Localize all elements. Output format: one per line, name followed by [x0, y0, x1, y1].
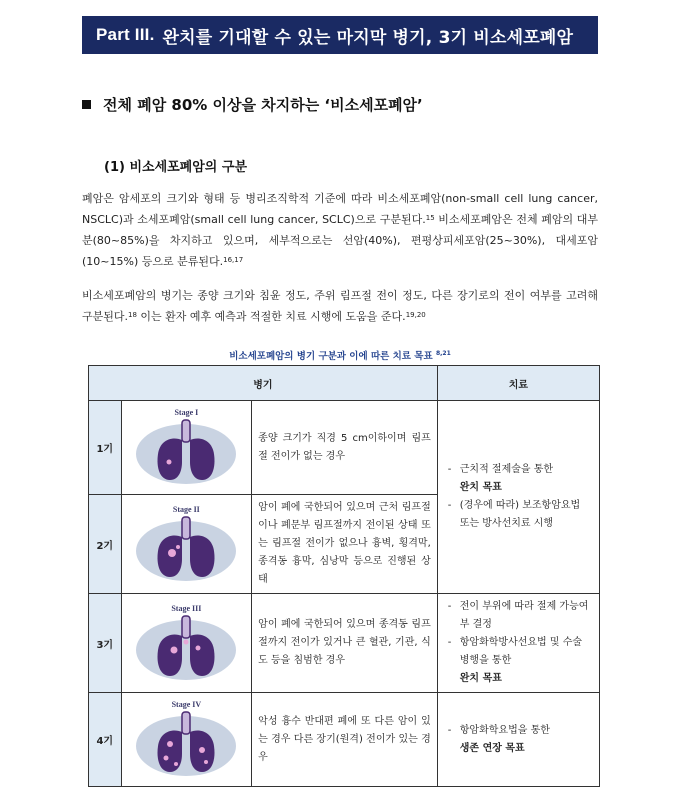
paragraph-2-text-b: 이는 환자 예후 예측과 적절한 치료 시행에 도움을 준다.: [136, 310, 406, 323]
stage-3-image: [121, 594, 252, 693]
table-header-row: [89, 366, 600, 401]
table-row-stage-1: [89, 401, 600, 495]
table-caption: [0, 348, 680, 362]
lungs-stage-2-icon: [132, 503, 240, 583]
bullet-square-icon: [82, 100, 91, 109]
stage-2-image-label: Stage II: [172, 504, 200, 514]
header-stage: 병기: [89, 366, 438, 401]
stage-1-label: 1기: [89, 401, 122, 495]
reference-18: 18: [128, 311, 137, 319]
stage-4-description: 악성 흉수 반대편 폐에 또 다른 암이 있는 경우 다른 장기(원격) 전이가 있는 경우: [252, 693, 438, 787]
lungs-stage-3-icon: [132, 602, 240, 682]
treatment-text: 근치적 절제술을 통한: [459, 464, 554, 475]
subsection-heading: (1) 비소세포폐암의 구분: [104, 160, 248, 175]
table-row-stage-3: [89, 594, 600, 693]
reference-16-17: 16,17: [223, 256, 244, 264]
paragraph-2-text-a: 비소세포폐암의 병기는 종양 크기와 침윤 정도, 주위 림프절 전이 정도, 다른 장기로의 전이 여부를 고려해 구분된다.: [82, 289, 598, 323]
paragraph-1: [82, 188, 598, 272]
part-label: Part III.: [96, 25, 155, 44]
paragraph-1-text-b: 비소세포폐암은 전체 폐암의 대부분(80~85%)을 차지하고 있으며, 세부적으로는 선암(40%), 편평상피세포암(25~30%), 대세포암(10~15%) 등으로 분류된다.: [82, 213, 598, 268]
stage-1-image-label: Stage I: [174, 408, 199, 417]
stage-2-image: [121, 495, 252, 594]
table-caption-reference: 8,21: [435, 349, 451, 357]
stage-4-image-label: Stage IV: [171, 700, 202, 709]
paragraph-1-text-a: 폐암은 암세포의 크기와 형태 등 병리조직학적 기준에 따라 비소세포폐암(non-small cell lung cancer, NSCLC)과 소세포폐암(small cell lung cancer, SCLC)으로 구분된다.: [82, 192, 598, 226]
section-title: 전체 폐암 80% 이상을 차지하는 ‘비소세포폐암’: [103, 96, 423, 114]
stage-2-label: 2기: [89, 495, 122, 594]
stage-1-image: [121, 401, 252, 495]
stage-3-description: 암이 폐에 국한되어 있으며 종격동 림프절까지 전이가 있거나 큰 혈관, 기관, 식도 등을 침범한 경우: [252, 594, 438, 693]
part-banner: [82, 16, 598, 54]
lungs-stage-1-icon: [132, 406, 240, 486]
section-heading: [82, 94, 423, 115]
paragraph-2: [82, 285, 598, 327]
treatment-stage-4: [437, 693, 599, 787]
lung-illustration: [132, 698, 240, 778]
treatment-goal: 완치 목표: [459, 482, 502, 493]
table-caption-text: 비소세포폐암의 병기 구분과 이에 따른 치료 목표: [229, 351, 433, 362]
stage-2-description: 암이 폐에 국한되어 있으며 근처 림프절이나 폐문부 림프절까지 전이된 상태 또는 림프절 전이가 없으나 흉벽, 횡격막, 종격동 흉막, 심낭막 등으로 진행된 상태: [252, 495, 438, 594]
header-treatment: 치료: [437, 366, 599, 401]
stage-4-image: [121, 693, 252, 787]
treatment-item: [448, 598, 589, 634]
treatment-item: [448, 461, 589, 497]
treatment-text: 항암화학방사선요법 및 수술 병행을 통한: [459, 637, 583, 666]
table-row-stage-4: [89, 693, 600, 787]
treatment-stage-3: [437, 594, 599, 693]
part-title: 완치를 기대할 수 있는 마지막 병기, 3기 비소세포폐암: [162, 27, 574, 48]
stage-3-image-label: Stage III: [171, 603, 202, 613]
treatment-item: [448, 634, 589, 688]
treatment-text: 항암화학요법을 통한: [459, 724, 550, 736]
staging-table: [88, 365, 600, 787]
lung-illustration: [132, 503, 240, 583]
lung-illustration: [132, 406, 240, 486]
treatment-goal: 생존 연장 목표: [459, 742, 525, 754]
reference-19-20: 19,20: [405, 311, 426, 319]
stage-3-label: 3기: [89, 594, 122, 693]
lung-illustration: [132, 602, 240, 682]
treatment-item: [448, 722, 589, 758]
reference-15: 15: [425, 214, 435, 222]
treatment-item: [448, 497, 589, 533]
treatment-goal: 완치 목표: [459, 673, 502, 684]
treatment-text: (경우에 따라) 보조항암요법 또는 방사선치료 시행: [459, 500, 581, 529]
lungs-stage-4-icon: [132, 698, 240, 778]
stage-1-description: 종양 크기가 직경 5 cm이하이며 림프절 전이가 없는 경우: [252, 401, 438, 495]
stage-4-label: 4기: [89, 693, 122, 787]
treatment-text: 전이 부위에 따라 절제 가능여부 결정: [459, 601, 589, 630]
treatment-stage-1-2: [437, 401, 599, 594]
